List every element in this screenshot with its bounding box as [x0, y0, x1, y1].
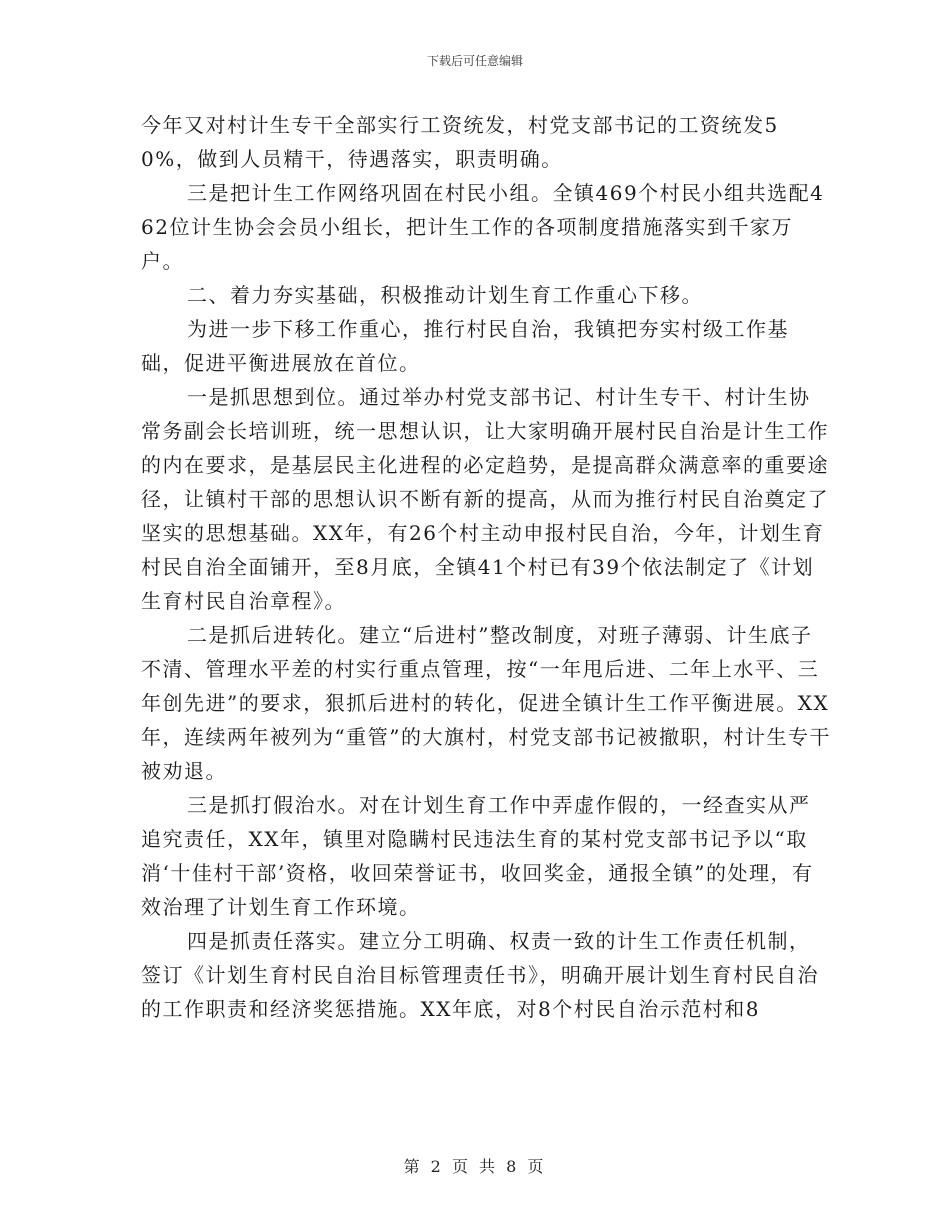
paragraph-2: 三是把计生工作网络巩固在村民小组。全镇469个村民小组共选配462位计生协会会员小组长，把计生工作的各项制度措施落实到千家万户。 — [141, 181, 825, 273]
paragraph-3: 二、着力夯实基础，积极推动计划生育工作重心下移。 — [187, 283, 703, 307]
page-number: 第 2 页 共 8 页 — [403, 1157, 547, 1176]
paragraph-4: 为进一步下移工作重心，推行村民自治，我镇把夯实村级工作基础，促进平衡进展放在首位。 — [141, 317, 789, 375]
paragraph-8: 四是抓责任落实。建立分工明确、权责一致的计生工作责任机制，签订《计划生育村民自治目标管理责任书》，明确开展计划生育村民自治的工作职责和经济奖惩措施。XX年底，对8个村民自治示范村和8 — [141, 929, 819, 1021]
page-header: 下载后可任意编辑 — [426, 54, 523, 68]
paragraph-5: 一是抓思想到位。通过举办村党支部书记、村计生专干、村计生协常务副会长培训班，统一思想认识，让大家明确开展村民自治是计生工作的内在要求，是基层民主化进程的必定趋势，是提高群众满意率的重要途径，让镇村干部的思想认识不断有新的提高，从而为推行村民自治奠定了坚实的思想基础。XX年，有26个村主动申报村民自治，今年，计划生育村民自治全面铺开，至8月底，全镇41个村已有39个依法制定了《计划生育村民自治章程》。 — [141, 385, 829, 613]
paragraph-6: 二是抓后进转化。建立“后进村”整改制度，对班子薄弱、计生底子不清、管理水平差的村实行重点管理，按“一年甩后进、二年上水平、三年创先进”的要求，狠抓后进村的转化，促进全镇计生工作平衡进展。XX年，连续两年被列为“重管”的大旗村，村党支部书记被撤职，村计生专干被劝退。 — [141, 623, 831, 783]
document-body — [141, 108, 831, 1026]
paragraph-1: 今年又对村计生专干全部实行工资统发，村党支部书记的工资统发50%，做到人员精干，待遇落实，职责明确。 — [141, 113, 779, 171]
paragraph-7: 三是抓打假治水。对在计划生育工作中弄虚作假的，一经查实从严追究责任，XX年，镇里对隐瞒村民违法生育的某村党支部书记予以“取消‘十佳村干部’资格，收回荣誉证书，收回奖金，通报全镇”的处理，有效治理了计划生育工作环境。 — [141, 793, 814, 919]
